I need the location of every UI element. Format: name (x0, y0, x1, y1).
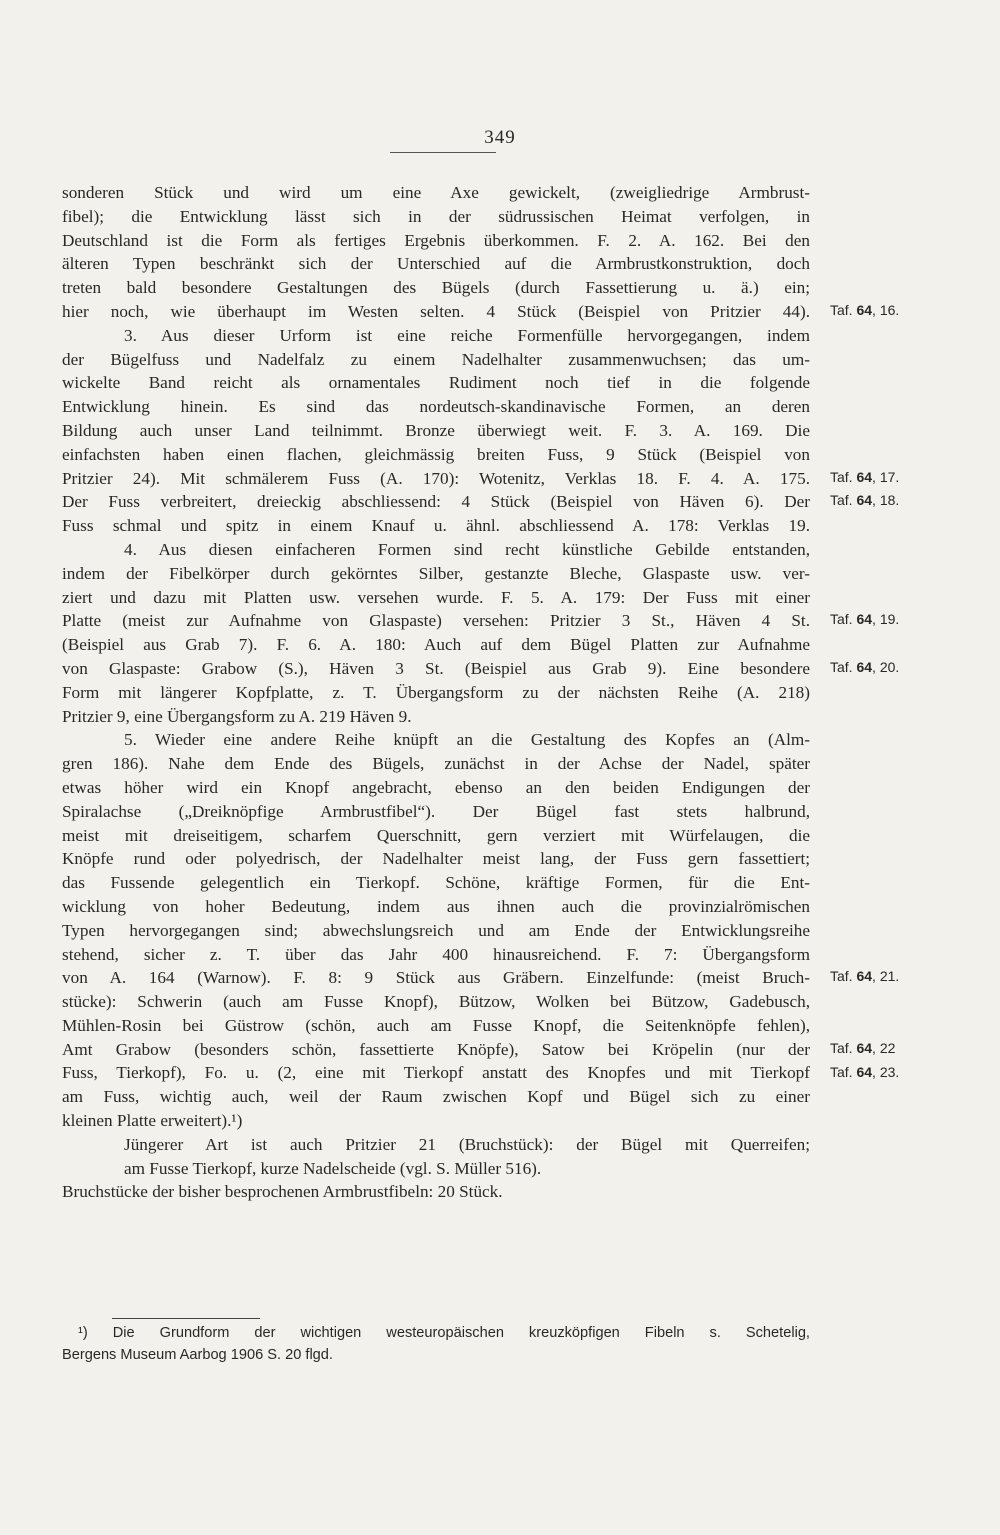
text-line: treten bald besondere Gestaltungen des Bügels (durch Fassettierung u. ä.) ein; (62, 278, 810, 298)
plate-reference (830, 469, 940, 485)
plate-number: 64 (856, 492, 873, 509)
text-line: stücke): Schwerin (auch am Fusse Knopf), Bützow, Wolken bei Bützow, Gadebusch, (62, 992, 810, 1012)
plate-number: 64 (856, 468, 873, 485)
plate-number: 64 (856, 1039, 873, 1056)
text-line: indem der Fibelkörper durch gekörntes Silber, gestanzte Bleche, Glaspaste usw. ver- (62, 563, 810, 583)
text-line: (Beispiel aus Grab 7). F. 6. A. 180: Auch auf dem Bügel Platten zur Aufnahme (62, 635, 810, 655)
text-line: Platte (meist zur Aufnahme von Glaspaste) versehen: Pritzier 3 St., Häven 4 St. (62, 611, 810, 631)
plate-prefix: Taf. (830, 968, 853, 985)
plate-number: 64 (856, 659, 873, 675)
text-line: Bruchstücke der bisher besprochenen Armbrustfibeln: 20 Stück. (62, 1182, 503, 1202)
text-line: älteren Typen beschränkt sich der Unterschied auf die Armbrustkonstruktion, doch (62, 254, 810, 274)
figure-number: , 16. (872, 302, 900, 318)
text-line: Spiralachse („Dreiknöpfige Armbrustfibel“). Der Bügel fast stets halbrund, (62, 801, 810, 821)
footnote-line: ¹) Die Grundform der wichtigen westeuropäischen kreuzköpfigen Fibeln s. Schetelig, (78, 1325, 810, 1341)
text-line: am Fusse Tierkopf, kurze Nadelscheide (vgl. S. Müller 516). (124, 1158, 542, 1178)
text-line: sonderen Stück und wird um eine Axe gewickelt, (zweigliedrige Armbrust- (62, 183, 810, 202)
plate-prefix: Taf. (830, 302, 853, 318)
text-line: Entwicklung hinein. Es sind das nordeutsch-skandinavische Formen, an deren (62, 397, 810, 417)
text-line: Der Fuss verbreitert, dreieckig abschliessend: 4 Stück (Beispiel von Häven 6). Der (62, 492, 810, 512)
text-line: von A. 164 (Warnow). F. 8: 9 Stück aus Gräbern. Einzelfunde: (meist Bruch- (62, 968, 810, 988)
plate-prefix: Taf. (830, 1063, 853, 1080)
figure-number: , 21. (872, 968, 900, 985)
plate-number: 64 (856, 611, 873, 628)
text-line: wicklung von hoher Bedeutung, indem aus ihnen auch die provinzialrömischen (62, 896, 810, 916)
text-line: stehend, sicher z. T. über das Jahr 400 hinausreichend. F. 7: Übergangsform (62, 944, 810, 964)
plate-reference (830, 611, 940, 627)
plate-reference (830, 659, 940, 675)
text-line: der Bügelfuss und Nadelfalz zu einem Nadelhalter zusammenwuchsen; das um- (62, 349, 810, 369)
text-line: einfachsten haben einen flachen, gleichmässig breiten Fuss, 9 Stück (Beispiel von (62, 444, 810, 464)
text-line: von Glaspaste: Grabow (S.), Häven 3 St. (Beispiel aus Grab 9). Eine besondere (62, 658, 810, 678)
text-line: Fuss schmal und spitz in einem Knauf u. ähnl. abschliessend A. 178: Verklas 19. (62, 516, 810, 536)
text-line: wickelte Band reicht als ornamentales Rudiment noch tief in die folgende (62, 373, 810, 393)
text-line: 5. Wieder eine andere Reihe knüpft an die Gestaltung des Kopfes an (Alm- (124, 730, 810, 750)
plate-reference (830, 968, 940, 984)
text-line: Mühlen-Rosin bei Güstrow (schön, auch am Fusse Knopf, die Seitenknöpfe fehlen), (62, 1015, 810, 1035)
text-line: Jüngerer Art ist auch Pritzier 21 (Bruchstück): der Bügel mit Querreifen; (124, 1134, 810, 1154)
text-line: Knöpfe rund oder polyedrisch, der Nadelhalter meist lang, der Fuss gern fassettiert; (62, 849, 810, 869)
plate-prefix: Taf. (830, 468, 853, 485)
footnote (62, 1322, 810, 1366)
text-line: Typen hervorgegangen sind; abwechslungsreich und am Ende der Entwicklungsreihe (62, 920, 810, 940)
plate-reference (830, 302, 940, 318)
figure-number: , 17. (872, 468, 900, 485)
text-line: Deutschland ist die Form als fertiges Ergebnis überkommen. F. 2. A. 162. Bei den (62, 230, 810, 250)
page-number-rule (390, 152, 496, 153)
main-text (62, 181, 810, 1204)
text-line: 3. Aus dieser Urform ist eine reiche Formenfülle hervorgegangen, indem (124, 325, 810, 345)
text-line: gren 186). Nahe dem Ende des Bügels, zunächst in der Achse der Nadel, später (62, 754, 810, 774)
text-line: Form mit längerer Kopfplatte, z. T. Übergangsform zu der nächsten Reihe (A. 218) (62, 682, 810, 702)
text-line: fibel); die Entwicklung lässt sich in der südrussischen Heimat verfolgen, in (62, 206, 810, 226)
figure-number: , 18. (872, 492, 900, 509)
text-line: Amt Grabow (besonders schön, fassettierte Knöpfe), Satow bei Kröpelin (nur der (62, 1039, 810, 1059)
plate-number: 64 (856, 1063, 873, 1080)
plate-prefix: Taf. (830, 492, 853, 509)
text-line: Fuss, Tierkopf), Fo. u. (2, eine mit Tierkopf anstatt des Knopfes und mit Tierkopf (62, 1063, 810, 1083)
text-line: Pritzier 9, eine Übergangsform zu A. 219 Häven 9. (62, 706, 412, 726)
plate-number: 64 (856, 302, 873, 318)
plate-reference (830, 492, 940, 508)
plate-reference (830, 1040, 940, 1056)
text-line: Bildung auch unser Land teilnimmt. Bronze überwiegt weit. F. 3. A. 169. Die (62, 420, 810, 440)
text-line: am Fuss, wichtig auch, weil der Raum zwischen Kopf und Bügel sich zu einer (62, 1087, 810, 1107)
figure-number: , 23. (872, 1063, 900, 1080)
plate-prefix: Taf. (830, 611, 853, 628)
figure-number: , 20. (872, 659, 900, 675)
text-line: kleinen Platte erweitert).¹) (62, 1111, 243, 1131)
page-number: 349 (484, 127, 516, 148)
footnote-rule (112, 1318, 260, 1319)
text-line: hier noch, wie überhaupt im Westen selten. 4 Stück (Beispiel von Pritzier 44). (62, 301, 810, 321)
text-line: ziert und dazu mit Platten usw. versehen wurde. F. 5. A. 179: Der Fuss mit einer (62, 587, 810, 607)
plate-prefix: Taf. (830, 659, 853, 675)
text-line: Pritzier 24). Mit schmälerem Fuss (A. 170): Wotenitz, Verklas 18. F. 4. A. 175. (62, 468, 810, 488)
figure-number: , 22 (872, 1039, 896, 1056)
plate-prefix: Taf. (830, 1039, 853, 1056)
text-line: meist mit dreiseitigem, scharfem Querschnitt, gern verziert mit Würfelaugen, die (62, 825, 810, 845)
plate-number: 64 (856, 968, 873, 985)
figure-number: , 19. (872, 611, 900, 628)
text-line: 4. Aus diesen einfacheren Formen sind recht künstliche Gebilde entstanden, (124, 539, 810, 559)
plate-reference (830, 1064, 940, 1080)
text-line: das Fussende gelegentlich ein Tierkopf. Schöne, kräftige Formen, für die Ent- (62, 873, 810, 893)
footnote-line: Bergens Museum Aarbog 1906 S. 20 flgd. (62, 1347, 333, 1363)
text-line: etwas höher wird ein Knopf angebracht, ebenso an den beiden Endigungen der (62, 777, 810, 797)
